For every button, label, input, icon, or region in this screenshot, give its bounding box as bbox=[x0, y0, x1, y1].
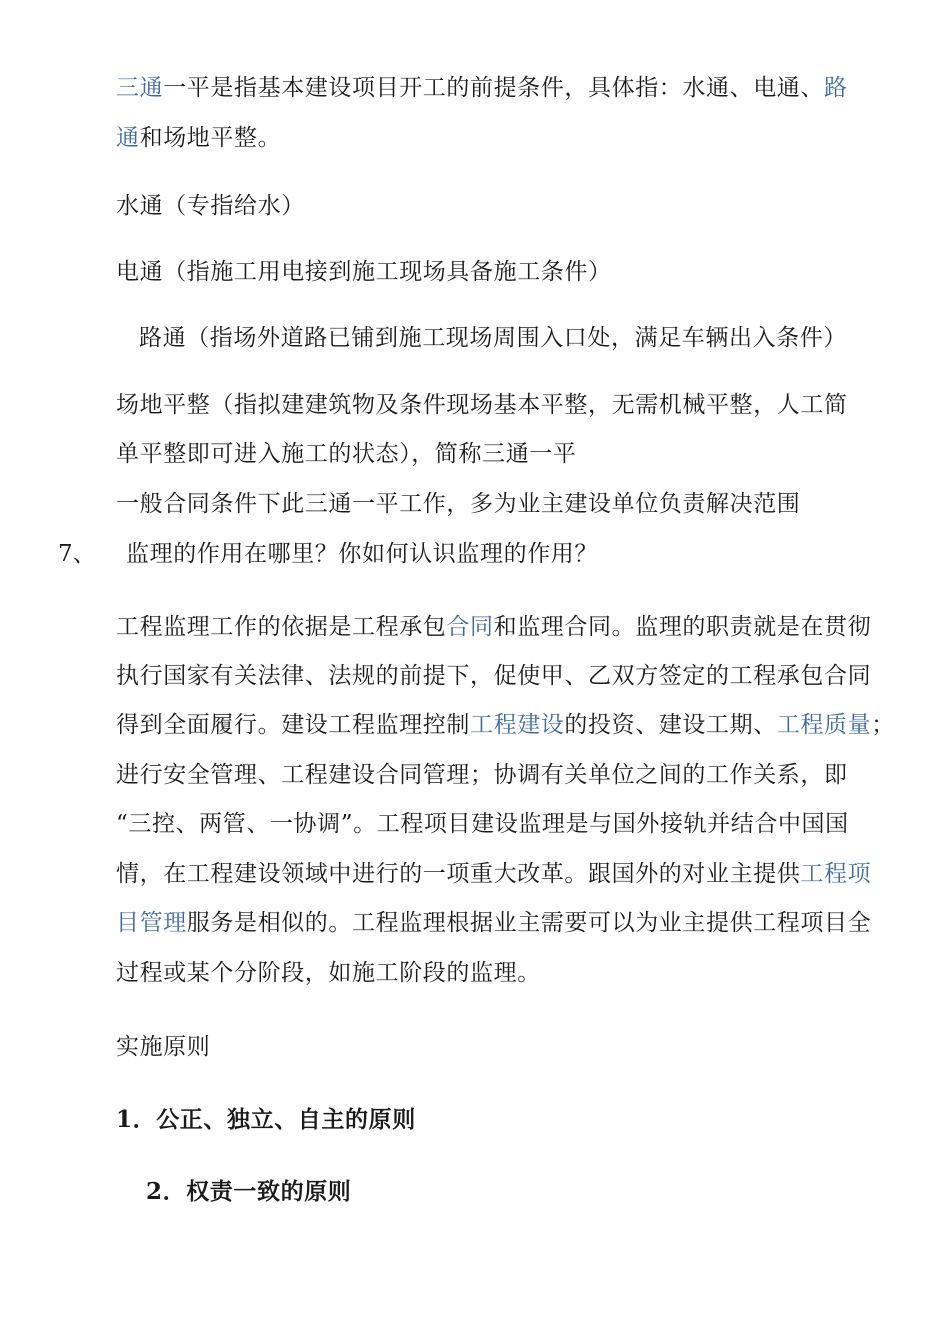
link-gongcheng-zhiliang[interactable]: 工程质量 bbox=[776, 712, 872, 738]
link-hetong[interactable]: 合同 bbox=[446, 614, 494, 640]
link-gongcheng-xiangmu[interactable]: 工程项 bbox=[800, 861, 872, 887]
intro-text-2: 和场地平整。 bbox=[139, 125, 282, 151]
answer-line-2: 执行国家有关法律、法规的前提下，促使甲、乙双方签定的工程承包合同 bbox=[116, 663, 872, 689]
item-power: 电通（指施工用电接到施工现场具备施工条件） bbox=[116, 259, 612, 285]
principles-heading: 实施原则 bbox=[116, 1034, 211, 1060]
item-site-line-2: 单平整即可进入施工的状态），简称三通一平 bbox=[116, 441, 577, 467]
link-tong[interactable]: 通 bbox=[116, 125, 140, 151]
answer-line-5: “三控、两管、一协调”。工程项目建设监理是与国外接轨并结合中国国 bbox=[116, 811, 849, 837]
item-general: 一般合同条件下此三通一平工作，多为业主建设单位负责解决范围 bbox=[116, 491, 801, 517]
item-road: 路通（指场外道路已铺到施工现场周围入口处，满足车辆出入条件） bbox=[139, 325, 847, 351]
link-mu-guanli[interactable]: 目管理 bbox=[116, 910, 187, 936]
link-gongcheng-jianshe[interactable]: 工程建设 bbox=[470, 712, 565, 738]
answer-text: 工程监理工作的依据是工程承包 bbox=[116, 614, 447, 640]
principle-2: 2．权责一致的原则 bbox=[146, 1178, 352, 1205]
answer-line-3 bbox=[116, 714, 895, 737]
answer-text: 的投资、建设工期、 bbox=[564, 712, 777, 738]
intro-text-1: 一平是指基本建设项目开工的前提条件，具体指：水通、电通、 bbox=[163, 75, 825, 101]
answer-line-4: 进行安全管理、工程建设合同管理；协调有关单位之间的工作关系，即 bbox=[116, 762, 848, 788]
intro-line-2 bbox=[116, 127, 281, 150]
item-water: 水通（专指给水） bbox=[116, 193, 305, 219]
item-site-line-1: 场地平整（指拟建建筑物及条件现场基本平整，无需机械平整，人工简 bbox=[116, 392, 848, 418]
link-santong[interactable]: 三通 bbox=[116, 75, 164, 101]
answer-text: 得到全面履行。建设工程监理控制 bbox=[116, 712, 470, 738]
answer-line-8: 过程或某个分阶段，如施工阶段的监理。 bbox=[116, 960, 541, 986]
answer-text: 情，在工程建设领域中进行的一项重大改革。跟国外的对业主提供 bbox=[116, 861, 801, 887]
answer-text: 服务是相似的。工程监理根据业主需要可以为业主提供工程项目全 bbox=[186, 910, 872, 936]
answer-line-1 bbox=[116, 616, 871, 639]
answer-line-7 bbox=[116, 912, 871, 935]
principle-1: 1．公正、独立、自主的原则 bbox=[116, 1106, 416, 1133]
answer-text: 和监理合同。监理的职责就是在贯彻 bbox=[493, 614, 872, 640]
intro-line-1 bbox=[116, 77, 848, 100]
answer-line-6 bbox=[116, 863, 871, 886]
link-lu[interactable]: 路 bbox=[824, 75, 848, 101]
question-number: 7、 bbox=[58, 541, 96, 567]
answer-text: ； bbox=[871, 712, 895, 738]
question-text: 监理的作用在哪里？你如何认识监理的作用？ bbox=[126, 541, 598, 567]
